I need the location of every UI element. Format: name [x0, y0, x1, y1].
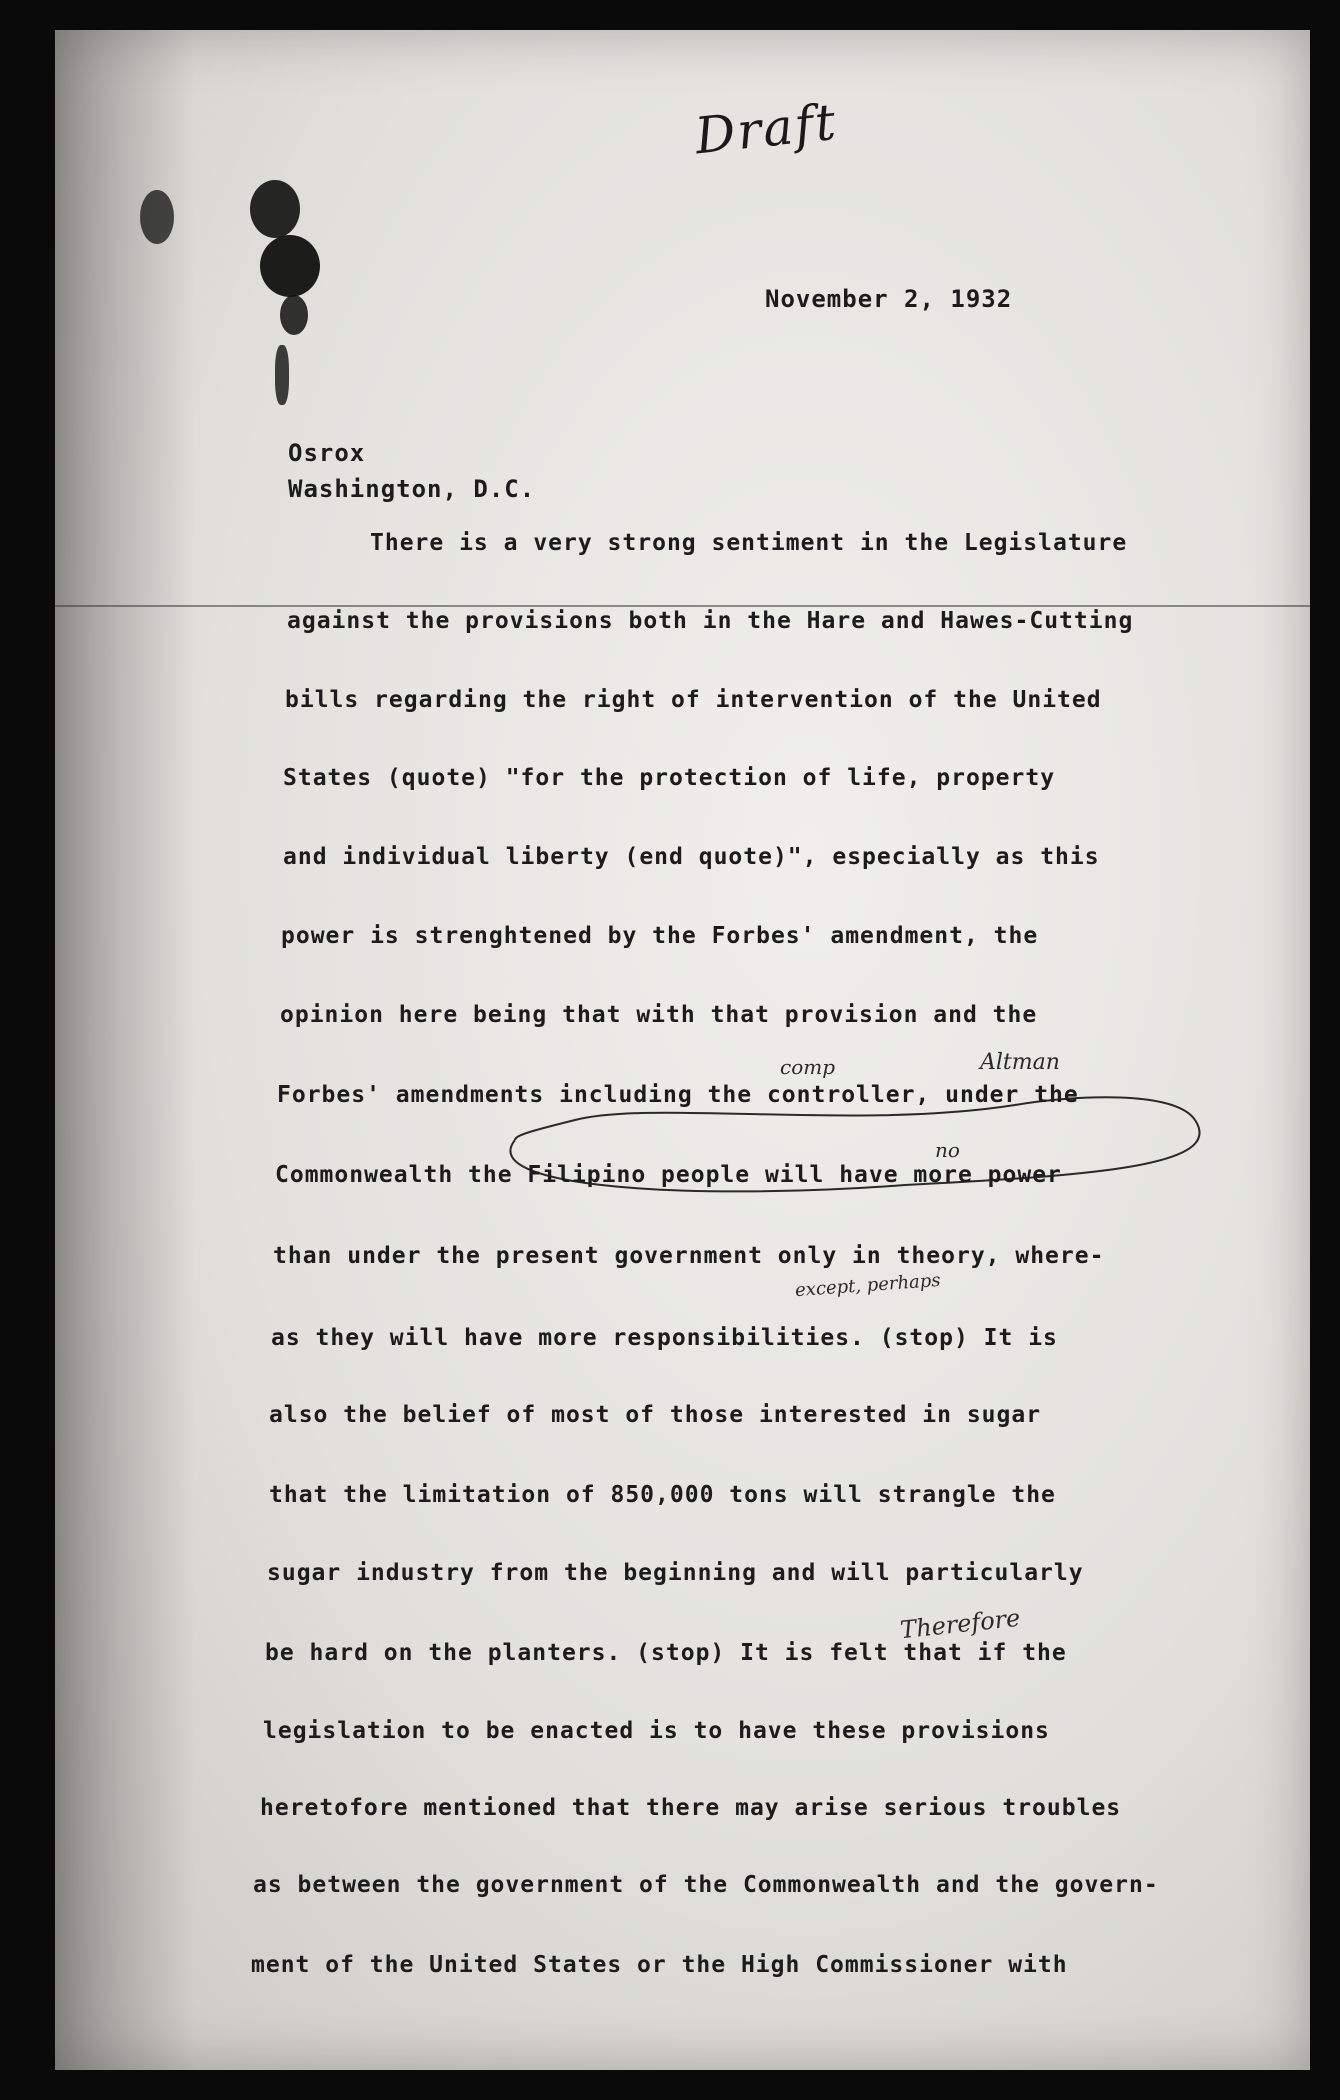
annotation-except-perhaps: except, perhaps	[794, 1269, 942, 1302]
annotation-comp: comp	[780, 1055, 836, 1079]
paper-sheet	[55, 30, 1310, 2070]
body-line: ment of the United States or the High Commissioner with	[251, 1952, 1068, 1978]
body-line: Commonwealth the Filipino people will have more power	[275, 1162, 1062, 1188]
body-line: against the provisions both in the Hare and Hawes-Cutting	[287, 608, 1134, 634]
handwritten-title: Draft	[692, 92, 841, 166]
body-line: States (quote) "for the protection of life, property	[283, 765, 1056, 791]
letter-date: November 2, 1932	[765, 285, 1013, 313]
body-line: as they will have more responsibilities. (stop) It is	[271, 1325, 1058, 1351]
body-line: that the limitation of 850,000 tons will strangle the	[269, 1482, 1056, 1508]
annotation-no: no	[935, 1138, 960, 1162]
body-line: legislation to be enacted is to have these provisions	[263, 1718, 1050, 1744]
body-line: and individual liberty (end quote)", especially as this	[283, 844, 1100, 870]
body-line: as between the government of the Commonwealth and the govern-	[253, 1872, 1159, 1898]
annotation-therefore: Therefore	[898, 1603, 1022, 1645]
recipient-city: Washington, D.C.	[288, 475, 536, 503]
body-line: sugar industry from the beginning and will particularly	[267, 1560, 1084, 1586]
letter-body	[55, 30, 1310, 2070]
body-line: power is strenghtened by the Forbes' amendment, the	[281, 923, 1039, 949]
body-line: than under the present government only in theory, where-	[273, 1243, 1105, 1269]
body-line: be hard on the planters. (stop) It is felt that if the	[265, 1640, 1067, 1666]
body-line: opinion here being that with that provision and the	[280, 1002, 1038, 1028]
body-line: bills regarding the right of intervention of the United	[285, 687, 1102, 713]
body-line: There is a very strong sentiment in the Legislature	[370, 530, 1128, 556]
body-line: also the belief of most of those interested in sugar	[269, 1402, 1042, 1428]
annotation-altman: Altman	[980, 1050, 1060, 1075]
body-line: heretofore mentioned that there may arise serious troubles	[260, 1795, 1122, 1821]
recipient-name: Osrox	[288, 439, 366, 467]
body-line: Forbes' amendments including the controller, under the	[277, 1082, 1079, 1108]
